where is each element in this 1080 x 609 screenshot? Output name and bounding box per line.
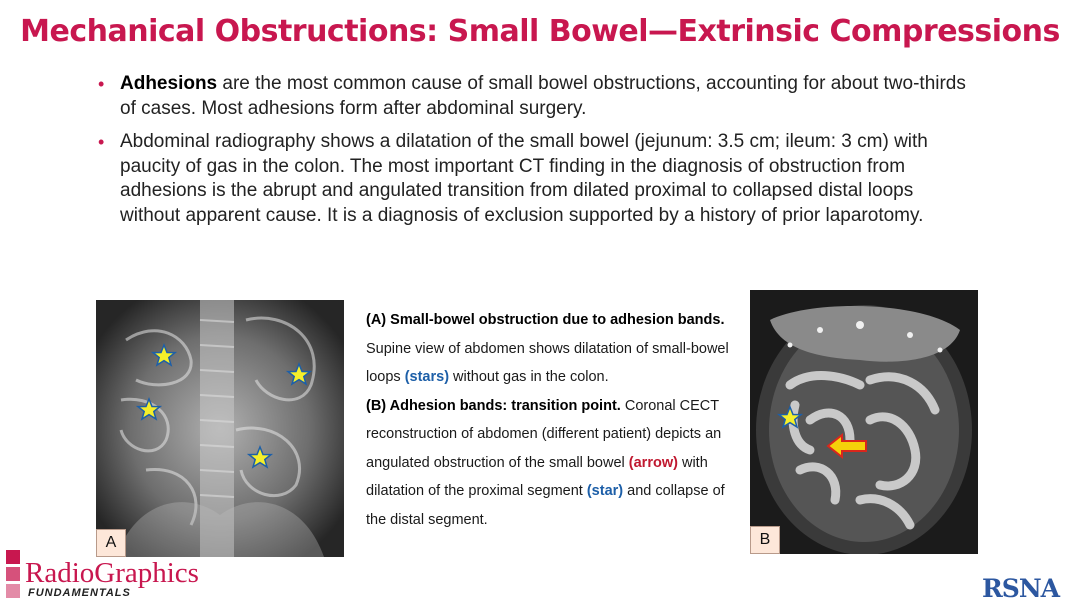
- bullet-text: Abdominal radiography shows a dilatation of the small bowel (jejunum: 3.5 cm; ileum: 3 cm) with paucity of gas in the colon. The most important CT finding in the diagnosis of obstruction from adhesions is the abrupt and angulated transition from dilated proximal to collapsed distal loops without apparent cause. It is a diagnosis of exclusion supported by a history of prior laparotomy.: [120, 131, 928, 226]
- brand-sub: FUNDAMENTALS: [28, 587, 131, 599]
- caption-star-ref: (star): [586, 483, 624, 499]
- caption-a-text: without gas in the colon.: [449, 369, 609, 385]
- caption-arrow-ref: (arrow): [628, 454, 678, 471]
- caption-a-heading: (A) Small-bowel obstruction due to adhesion bands.: [366, 312, 725, 328]
- ct-illustration: [750, 290, 978, 554]
- caption-b-text: with dilatation of the proximal segment: [366, 454, 708, 499]
- bullet-item: [98, 72, 978, 121]
- figure-a-label: A: [96, 529, 126, 557]
- bullet-text: are the most common cause of small bowel obstructions, accounting for about two-thirds of cases. Most adhesions form after abdominal surgery.: [120, 73, 966, 119]
- rsna-logo: RSNA: [982, 574, 1060, 603]
- bullet-bold-term: Adhesions: [120, 73, 218, 94]
- caption-a-text: Supine view of abdomen shows dilatation of small-bowel loops: [366, 340, 729, 385]
- radiograph-figure-a: [96, 300, 344, 557]
- bullet-list: [98, 72, 978, 237]
- brand-main: RadioGraphics: [25, 557, 199, 589]
- figure-caption: [366, 306, 746, 534]
- slide-title: Mechanical Obstructions: Small Bowel—Extrinsic Compressions: [20, 14, 1060, 49]
- caption-b-text: and collapse of the distal segment.: [366, 483, 725, 528]
- radiographics-logo: [6, 548, 226, 604]
- ct-figure-b: [750, 290, 978, 554]
- bullet-item: [98, 130, 978, 228]
- caption-b-heading: (B) Adhesion bands: transition point.: [366, 397, 621, 414]
- radiograph-illustration: [96, 300, 344, 557]
- figure-b-label: B: [750, 526, 780, 554]
- caption-stars-ref: (stars): [404, 369, 450, 385]
- caption-b-text: Coronal CECT reconstruction of abdomen (different patient) depicts an angulated obstruction of the small bowel: [366, 397, 722, 471]
